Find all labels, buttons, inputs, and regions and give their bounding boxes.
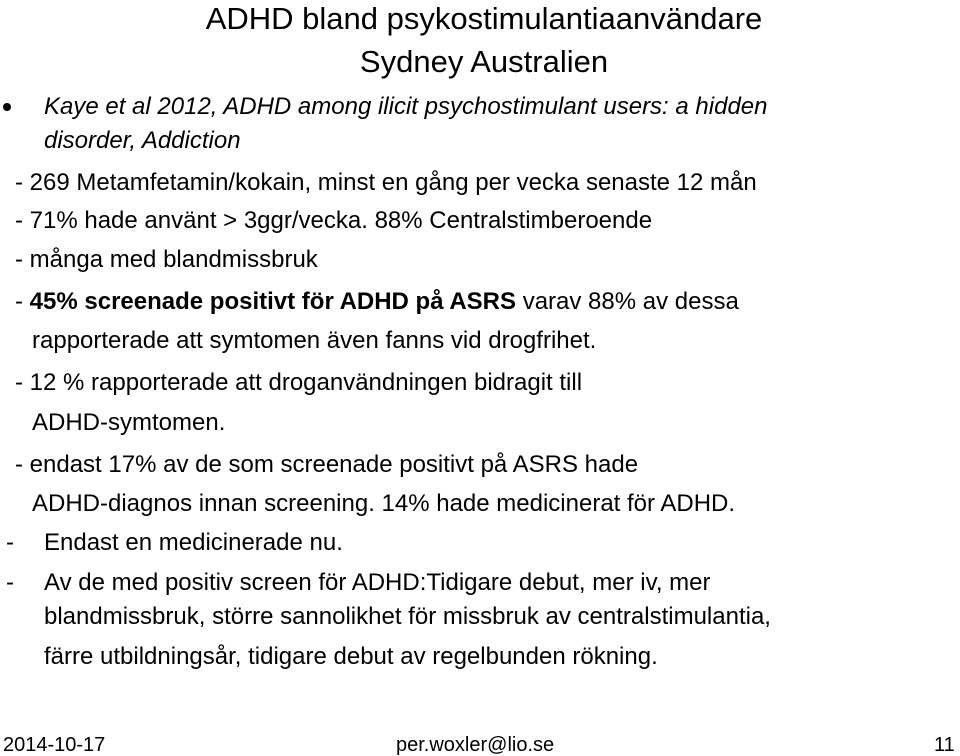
text-line-4-bold: 45% screenade positivt för ADHD på ASRS <box>29 288 517 315</box>
text-line-11: Av de med positiv screen för ADHD:Tidigare debut, mer iv, mer <box>44 569 711 596</box>
reference-line-1: Kaye et al 2012, ADHD among ilicit psychostimulant users: a hidden <box>44 93 768 120</box>
text-line-10-dash: - <box>6 529 14 556</box>
text-line-2: - 71% hade använt > 3ggr/vecka. 88% Centralstimberoende <box>15 207 653 234</box>
text-line-11-dash: - <box>6 569 14 596</box>
text-line-4 <box>15 286 739 318</box>
footer-email: per.woxler@lio.se <box>396 734 555 756</box>
text-line-4-rest: varav 88% av dessa <box>516 288 739 315</box>
text-line-6: - 12 % rapporterade att droganvändningen bidragit till <box>15 369 583 396</box>
text-line-12: blandmissbruk, större sannolikhet för missbruk av centralstimulantia, <box>44 603 771 630</box>
footer-page-number: 11 <box>934 734 955 756</box>
slide-title: ADHD bland psykostimulantiaanvändare <box>205 1 763 36</box>
text-line-9: ADHD-diagnos innan screening. 14% hade medicinerat för ADHD. <box>32 490 736 517</box>
text-line-4-prefix: - <box>15 288 30 315</box>
text-line-7: ADHD-symtomen. <box>32 409 226 436</box>
text-line-3: - många med blandmissbruk <box>15 246 318 273</box>
bullet-icon <box>3 103 11 111</box>
footer-date: 2014-10-17 <box>3 734 106 756</box>
text-line-5: rapporterade att symtomen även fanns vid drogfrihet. <box>32 327 597 354</box>
reference-line-2: disorder, Addiction <box>44 127 241 154</box>
slide-subtitle: Sydney Australien <box>359 44 609 79</box>
text-line-1: - 269 Metamfetamin/kokain, minst en gång per vecka senaste 12 mån <box>15 169 757 196</box>
text-line-13: färre utbildningsår, tidigare debut av regelbunden rökning. <box>44 643 658 670</box>
text-line-10: Endast en medicinerade nu. <box>44 529 343 556</box>
text-line-8: - endast 17% av de som screenade positivt på ASRS hade <box>15 451 639 478</box>
